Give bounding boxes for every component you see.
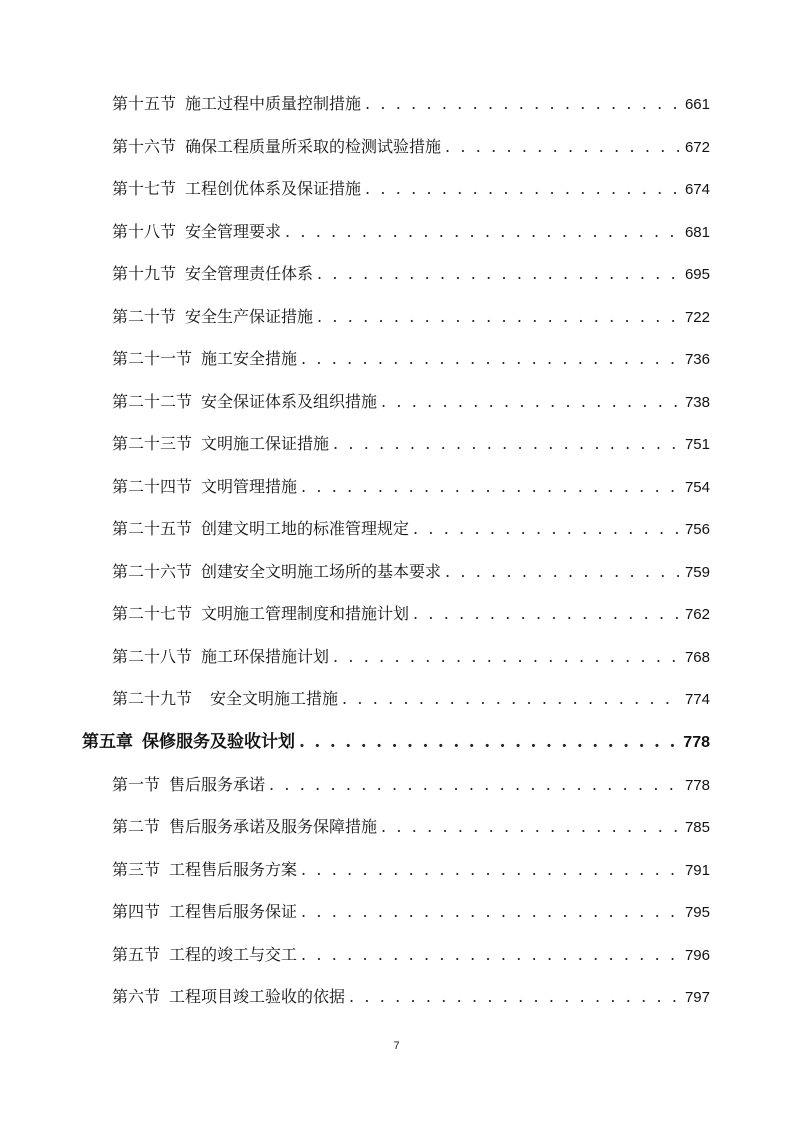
toc-entry-title: 确保工程质量所采取的检测试验措施: [185, 137, 442, 156]
toc-entry-number: 第十六节: [112, 137, 177, 156]
toc-entry-title: 施工环保措施计划: [201, 647, 330, 666]
toc-entry-title: 创建安全文明施工场所的基本要求: [201, 562, 442, 581]
toc-entry-title: 售后服务承诺及服务保障措施: [169, 817, 378, 836]
toc-entry-number: 第一节: [112, 775, 161, 794]
toc-entry-number: 第六节: [112, 987, 161, 1006]
toc-entry-number: 第十八节: [112, 222, 177, 241]
toc-entry-number: 第二十四节: [112, 477, 193, 496]
toc-entry-number: 第十九节: [112, 264, 177, 283]
dot-leader: [317, 304, 679, 330]
toc-entry-title: 工程售后服务方案: [169, 860, 298, 879]
dot-leader: [333, 431, 679, 457]
toc-entry-title: 工程售后服务保证: [169, 902, 298, 921]
toc-chapter-entry[interactable]: [82, 729, 710, 755]
dot-leader: [413, 516, 679, 542]
toc-entry-number: 第二十一节: [112, 349, 193, 368]
toc-entry[interactable]: [112, 261, 710, 287]
toc-entry-page: 797: [684, 989, 710, 1006]
dot-leader: [301, 857, 679, 883]
dot-leader: [365, 91, 679, 117]
dot-leader: [299, 729, 677, 755]
toc-entry-title: 文明管理措施: [201, 477, 298, 496]
toc-entry-number: 第五节: [112, 945, 161, 964]
toc-entry-page: 754: [684, 479, 710, 496]
toc-entry[interactable]: [112, 219, 710, 245]
toc-chapter-number: 第五章: [82, 732, 133, 752]
dot-leader: [301, 346, 679, 372]
toc-entry-number: 第二十五节: [112, 519, 193, 538]
toc-entry-page: 778: [684, 777, 710, 794]
dot-leader: [301, 899, 679, 925]
toc-entry-number: 第二十七节: [112, 604, 193, 623]
toc-chapter-title: 保修服务及验收计划: [142, 732, 295, 752]
toc-entry-page: 672: [684, 139, 710, 156]
toc-entry-title: 售后服务承诺: [169, 775, 266, 794]
toc-entry-title: 安全管理要求: [185, 222, 282, 241]
toc-entry[interactable]: [112, 516, 710, 542]
dot-leader: [445, 559, 679, 585]
dot-leader: [445, 134, 679, 160]
toc-entry-number: 第三节: [112, 860, 161, 879]
toc-entry-title: 施工过程中质量控制措施: [185, 94, 362, 113]
toc-entry[interactable]: [112, 304, 710, 330]
toc-entry-page: 722: [684, 309, 710, 326]
toc-entry-page: 695: [684, 266, 710, 283]
toc-entry-number: 第二十二节: [112, 392, 193, 411]
toc-entry-page: 661: [684, 96, 710, 113]
toc-entry[interactable]: [112, 942, 710, 968]
toc-entry[interactable]: [112, 559, 710, 585]
dot-leader: [342, 686, 679, 712]
page-number: 7: [393, 1040, 400, 1052]
toc-entry-page: 736: [684, 351, 710, 368]
toc-entry-number: 第二十六节: [112, 562, 193, 581]
toc-entry-page: 791: [684, 862, 710, 879]
toc-entry-title: 安全保证体系及组织措施: [201, 392, 378, 411]
dot-leader: [301, 474, 679, 500]
dot-leader: [381, 814, 679, 840]
toc-entry-title: 文明施工保证措施: [201, 434, 330, 453]
toc-entry-title: 文明施工管理制度和措施计划: [201, 604, 410, 623]
toc-entry-page: 681: [684, 224, 710, 241]
toc-entry-title: 创建文明工地的标准管理规定: [201, 519, 410, 538]
toc-entry-number: 第十五节: [112, 94, 177, 113]
toc-entry[interactable]: [112, 134, 710, 160]
toc-entry[interactable]: [112, 984, 710, 1010]
toc-entry[interactable]: [112, 91, 710, 117]
toc-entry-number: 第二十九节: [112, 689, 193, 708]
dot-leader: [349, 984, 679, 1010]
toc-entry[interactable]: [112, 644, 710, 670]
toc-entry-page: 762: [684, 606, 710, 623]
toc-entry-title: 工程的竣工与交工: [169, 945, 298, 964]
toc-entry[interactable]: [112, 814, 710, 840]
toc-entry[interactable]: [112, 389, 710, 415]
toc-entry-page: 738: [684, 394, 710, 411]
toc-entry-page: 756: [684, 521, 710, 538]
dot-leader: [333, 644, 679, 670]
toc-entry-number: 第二十三节: [112, 434, 193, 453]
toc-entry-page: 674: [684, 181, 710, 198]
toc-entry-title: 安全管理责任体系: [185, 264, 314, 283]
page-footer: [0, 1040, 793, 1052]
toc-entry-title: 工程创优体系及保证措施: [185, 179, 362, 198]
toc-entry-page: 785: [684, 819, 710, 836]
toc-entry-number: 第十七节: [112, 179, 177, 198]
toc-entry[interactable]: [112, 431, 710, 457]
toc-chapter-page: 778: [683, 734, 710, 751]
toc-entry-page: 768: [684, 649, 710, 666]
dot-leader: [285, 219, 679, 245]
dot-leader: [317, 261, 679, 287]
toc-entry-page: 774: [684, 691, 710, 708]
toc-entry-number: 第二十节: [112, 307, 177, 326]
toc-entry-title: 施工安全措施: [201, 349, 298, 368]
toc-entry-page: 759: [684, 564, 710, 581]
dot-leader: [413, 601, 679, 627]
toc-entry-title: 安全生产保证措施: [185, 307, 314, 326]
toc-entry-page: 751: [684, 436, 710, 453]
toc-entry[interactable]: [112, 176, 710, 202]
toc-entry-title: 安全文明施工措施: [210, 689, 339, 708]
dot-leader: [269, 772, 679, 798]
dot-leader: [365, 176, 679, 202]
toc-entry[interactable]: [112, 346, 710, 372]
toc-entry[interactable]: [112, 857, 710, 883]
toc-entry[interactable]: [112, 601, 710, 627]
toc-entry-page: 796: [684, 947, 710, 964]
dot-leader: [301, 942, 679, 968]
toc-entry[interactable]: [112, 899, 710, 925]
dot-leader: [381, 389, 679, 415]
toc-entry[interactable]: [112, 772, 710, 798]
toc-entry[interactable]: [112, 686, 710, 712]
toc-entry-number: 第二十八节: [112, 647, 193, 666]
toc-entry-page: 795: [684, 904, 710, 921]
toc-entry-number: 第二节: [112, 817, 161, 836]
toc-entry-number: 第四节: [112, 902, 161, 921]
toc-entry-title: 工程项目竣工验收的依据: [169, 987, 346, 1006]
toc-entry[interactable]: [112, 474, 710, 500]
